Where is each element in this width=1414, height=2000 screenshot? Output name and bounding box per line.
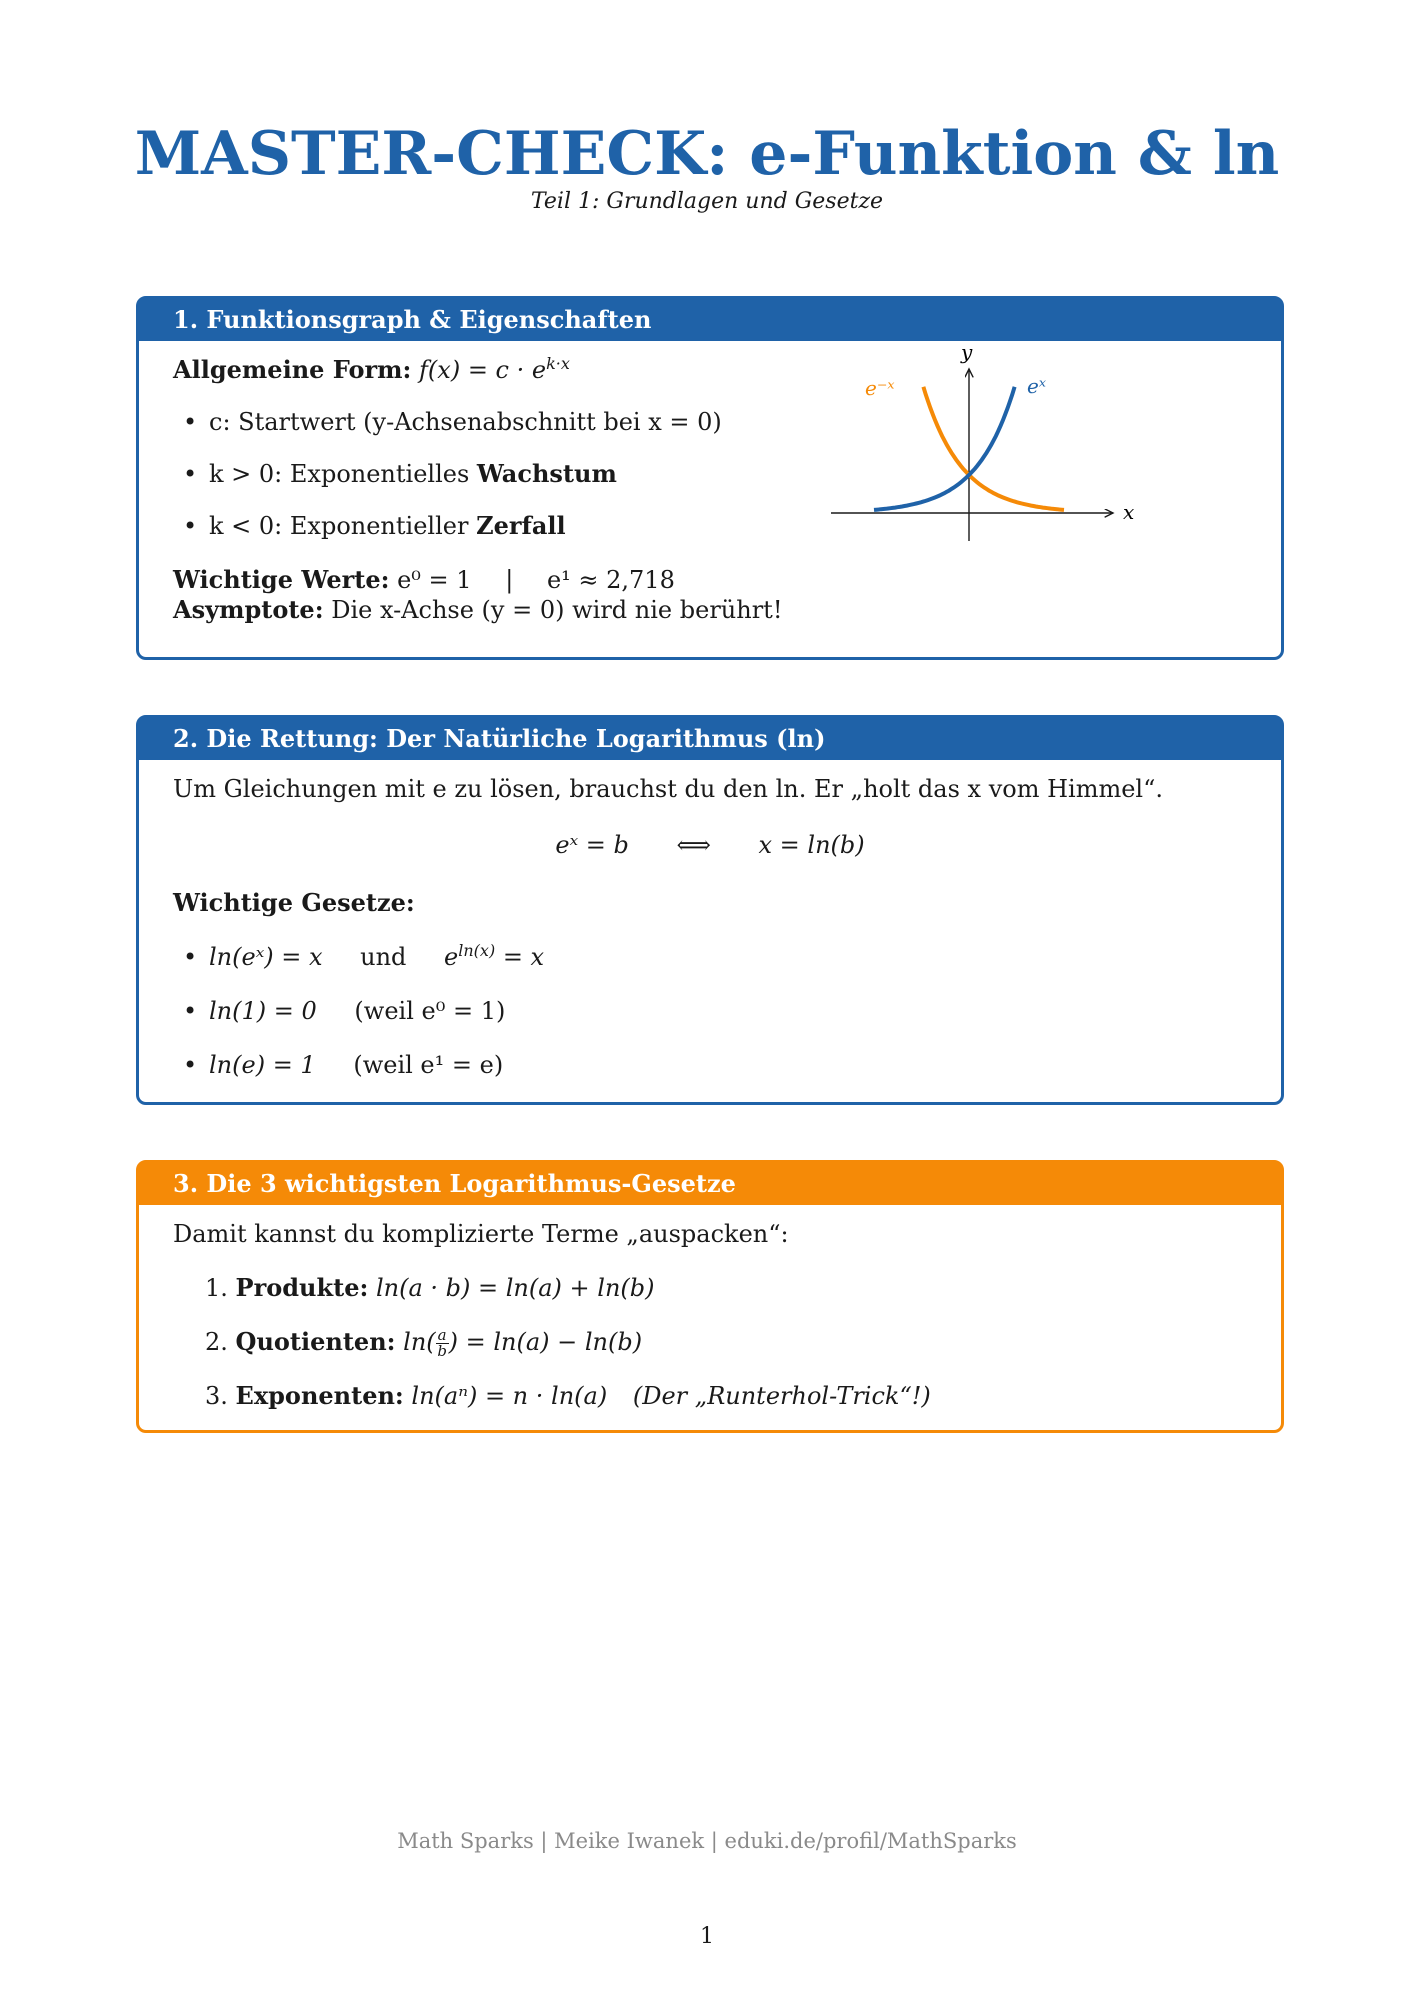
section-heading: 1. Funktionsgraph & Eigenschaften (139, 299, 1281, 341)
section-body (139, 341, 1281, 657)
law-note: (weil e¹ = e) (353, 1051, 504, 1079)
section-intro: Um Gleichungen mit e zu lösen, brauchst du den ln. Er „holt das x vom Himmel“. (173, 775, 1163, 803)
law-formula-b-rest: = x (495, 943, 545, 971)
item-formula-post: ) = ln(a) − ln(b) (448, 1328, 643, 1356)
item-number: 2. (205, 1328, 228, 1356)
list-item (209, 511, 566, 541)
list-item (205, 1273, 655, 1303)
laws-label (173, 888, 415, 918)
law-formula: ln(1) = 0 (209, 997, 317, 1025)
values-separator: | (505, 566, 514, 594)
laws-label-text: Wichtige Gesetze: (173, 888, 415, 917)
list-item: • c: Startwert (y-Achsenabschnitt bei x = 0) (209, 407, 722, 437)
general-form (173, 355, 570, 385)
section-heading: 2. Die Rettung: Der Natürliche Logarithmus (ln) (139, 718, 1281, 760)
item-formula: ln(a · b) = ln(a) + ln(b) (375, 1274, 655, 1302)
list-item (209, 996, 505, 1026)
asymptote-text: Die x-Achse (y = 0) wird nie berührt! (331, 596, 783, 624)
y-axis-label: y (961, 340, 973, 364)
law-formula: ln(e) = 1 (209, 1051, 316, 1079)
list-item (209, 459, 617, 489)
asymptote (173, 595, 782, 625)
law-connector: und (360, 943, 407, 971)
general-form-formula: f(x) = c · e (419, 356, 547, 384)
label-negexp: e⁻ˣ (865, 376, 895, 400)
item-label: Quotienten: (235, 1327, 396, 1356)
section-body (139, 1205, 1281, 1430)
bullet-bold: Wachstum (476, 459, 617, 488)
x-axis-label: x (1123, 500, 1135, 524)
page-number: 1 (700, 1924, 714, 1949)
section-heading: 3. Die 3 wichtigsten Logarithmus-Gesetze (139, 1163, 1281, 1205)
value-e1: e¹ ≈ 2,718 (546, 566, 675, 594)
item-note: (Der „Runterhol-Trick“!) (632, 1382, 931, 1410)
fraction-denominator: b (437, 1342, 447, 1360)
item-formula-pre: ln( (403, 1328, 436, 1356)
section-function-graph (136, 296, 1284, 660)
item-label: Produkte: (235, 1273, 369, 1302)
value-e0: e⁰ = 1 (397, 566, 472, 594)
item-number: 3. (205, 1382, 228, 1410)
law-formula-b: e (444, 943, 459, 971)
section-natural-log (136, 715, 1284, 1105)
label-exp: eˣ (1027, 374, 1046, 398)
bullet-bold: Zerfall (476, 511, 566, 540)
fraction-numerator: a (437, 1326, 447, 1344)
exp-function-graph (823, 340, 1143, 621)
fraction (436, 1328, 449, 1359)
list-item (209, 1050, 503, 1080)
general-form-label: Allgemeine Form: (173, 355, 412, 384)
eq-right: x = ln(b) (758, 831, 865, 859)
section-log-laws (136, 1160, 1284, 1433)
list-item (205, 1381, 931, 1411)
footer-credit: Math Sparks | Meike Iwanek | eduki.de/profil/MathSparks (397, 1829, 1017, 1853)
item-formula: ln(aⁿ) = n · ln(a) (411, 1382, 608, 1410)
list-item (209, 942, 544, 972)
asymptote-label: Asymptote: (173, 595, 324, 624)
list-item (205, 1327, 642, 1359)
general-form-exponent: k·x (546, 354, 570, 373)
section-body (139, 760, 1281, 1102)
values-label: Wichtige Werte: (173, 565, 390, 594)
eq-arrow: ⟺ (676, 831, 711, 859)
item-number: 1. (205, 1274, 228, 1302)
bullet-text: k > 0: Exponentielles (209, 460, 470, 488)
central-equivalence (139, 830, 1281, 860)
eq-left: eˣ = b (555, 831, 629, 859)
section-intro: Damit kannst du komplizierte Terme „auspacken“: (173, 1220, 789, 1248)
important-values (173, 565, 675, 595)
law-note: (weil e⁰ = 1) (354, 997, 506, 1025)
page-title: MASTER-CHECK: e-Funktion & ln (134, 119, 1280, 189)
law-formula-b-exp: ln(x) (458, 941, 496, 960)
bullet-text: k < 0: Exponentieller (209, 512, 469, 540)
item-label: Exponenten: (235, 1381, 404, 1410)
page-subtitle: Teil 1: Grundlagen und Gesetze (530, 189, 884, 214)
law-formula: ln(eˣ) = x (209, 943, 323, 971)
